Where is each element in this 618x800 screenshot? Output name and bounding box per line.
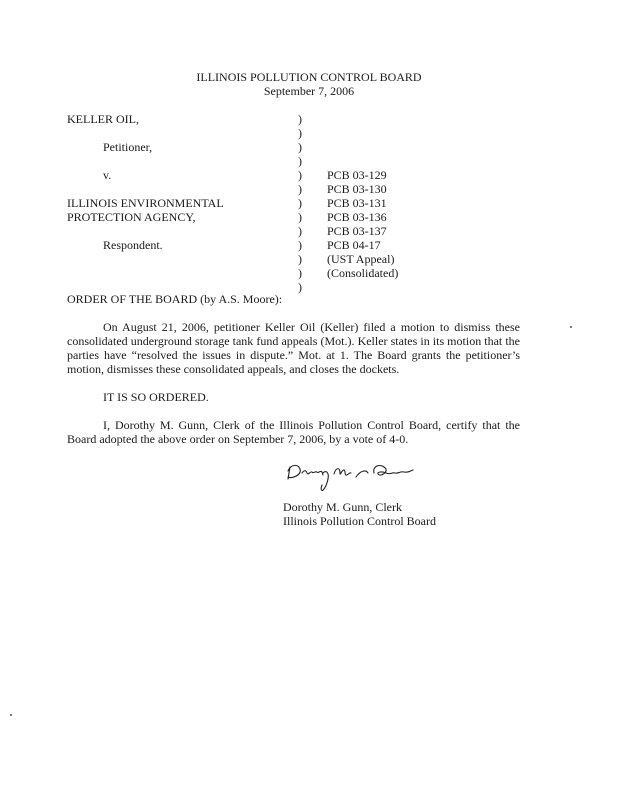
case-number: PCB 03-129 [327, 168, 387, 182]
respondent-role: Respondent. [103, 238, 163, 252]
caption-paren: ) [298, 140, 302, 154]
caption-paren: ) [298, 182, 302, 196]
caption-paren: ) [298, 196, 302, 210]
consolidated-label: (Consolidated) [327, 266, 399, 280]
order-body-paragraph: On August 21, 2006, petitioner Keller Oil (Keller) filed a motion to dismiss these consolidated underground storage tank fund appeals (Mot.). Keller states in its motion that the parties have “resolved the issues in dispute.” Mot. at 1. The Board grants the petitioner’s motion, dismisses these consolidated appeals, and closes the dockets. [67, 320, 520, 376]
scan-speck [10, 714, 12, 716]
case-number: PCB 03-130 [327, 182, 387, 196]
caption-paren: ) [298, 280, 302, 294]
caption-parenthesis-column [298, 112, 302, 294]
case-number: PCB 03-131 [327, 196, 387, 210]
caption-paren: ) [298, 210, 302, 224]
caption-paren: ) [298, 168, 302, 182]
case-number: PCB 04-17 [327, 238, 381, 252]
caption-paren: ) [298, 126, 302, 140]
caption-paren: ) [298, 112, 302, 126]
case-numbers [327, 168, 398, 280]
petitioner-name: KELLER OIL, [67, 112, 139, 126]
document-header [0, 70, 618, 98]
case-number: PCB 03-136 [327, 210, 387, 224]
case-number: PCB 03-137 [327, 224, 387, 238]
versus: v. [103, 168, 112, 182]
case-caption-parties [67, 112, 224, 252]
handwritten-signature [282, 455, 417, 500]
appeal-type: (UST Appeal) [327, 252, 395, 266]
clerk-name: Dorothy M. Gunn, Clerk [283, 500, 402, 514]
certification-paragraph: I, Dorothy M. Gunn, Clerk of the Illinois Pollution Control Board, certify that the Board adopted the above order on September 7, 2006, by a vote of 4-0. [67, 418, 520, 446]
order-date: September 7, 2006 [263, 84, 355, 98]
so-ordered: IT IS SO ORDERED. [103, 390, 209, 404]
caption-paren: ) [298, 238, 302, 252]
clerk-title: Illinois Pollution Control Board [283, 514, 437, 528]
caption-paren: ) [298, 224, 302, 238]
respondent-name-line1: ILLINOIS ENVIRONMENTAL [67, 196, 224, 210]
caption-paren: ) [298, 266, 302, 280]
signature-block [283, 500, 436, 528]
caption-paren: ) [298, 154, 302, 168]
petitioner-role: Petitioner, [103, 140, 153, 154]
scan-speck [570, 326, 572, 328]
respondent-name-line2: PROTECTION AGENCY, [67, 210, 196, 224]
order-heading: ORDER OF THE BOARD (by A.S. Moore): [67, 292, 283, 306]
board-name: ILLINOIS POLLUTION CONTROL BOARD [196, 70, 422, 84]
caption-paren: ) [298, 252, 302, 266]
